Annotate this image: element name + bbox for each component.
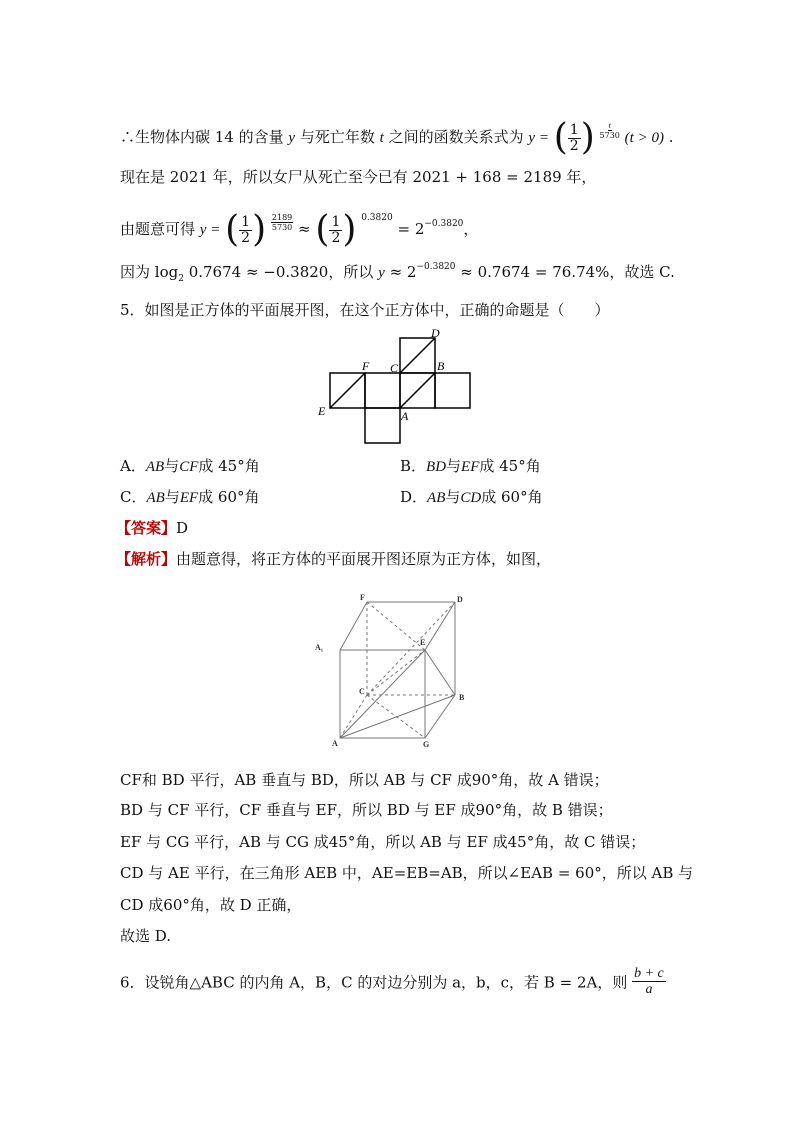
text: 6．设锐角△ABC 的内角 A，B，C 的对边分别为 a，b，c，若 B = 2A，则 <box>120 973 628 992</box>
option-d[interactable] <box>400 487 543 508</box>
reason-line <box>120 832 645 852</box>
equation-lhs: y = <box>528 130 549 146</box>
option-c[interactable] <box>120 487 260 508</box>
var-y: y <box>288 130 296 146</box>
text: 由题意可得 <box>120 220 196 238</box>
segment: AB <box>146 490 165 506</box>
net-label-b: B <box>437 359 445 373</box>
fraction-denominator: 2 <box>569 137 579 154</box>
condition: (t > 0) <box>624 130 664 146</box>
cube-label-f: F <box>360 593 365 602</box>
formula-line-1 <box>120 117 674 158</box>
text: . <box>668 128 674 146</box>
segment: CF <box>179 459 199 475</box>
text: 与 <box>446 457 462 475</box>
segment: AB <box>145 459 165 475</box>
segment: EF <box>461 459 480 475</box>
exponent: 2189 5730 <box>271 213 293 232</box>
text: 成 45°角 <box>198 457 260 475</box>
option-label: A． <box>120 457 146 475</box>
option-b[interactable] <box>400 456 541 477</box>
cube-label-e: E <box>420 638 426 647</box>
cube-label-g: G <box>423 740 430 749</box>
text: 与死亡年数 <box>299 128 375 146</box>
text: ≈ 2 <box>384 263 417 281</box>
segment: BD <box>426 459 447 475</box>
cube-label-a: A <box>332 739 338 748</box>
var-t: t <box>379 130 384 146</box>
approx-sign: ≈ <box>298 220 311 238</box>
exponent: −0.3820 <box>416 262 456 272</box>
segment: AB <box>427 490 446 506</box>
text: 与 <box>164 488 180 506</box>
option-label: D． <box>400 488 428 506</box>
answer-value: D <box>176 519 189 537</box>
reason-line <box>120 800 613 820</box>
text: 现在是 2021 年，所以女尸从死亡至今已有 2021 + 168 = 2189 年， <box>120 168 597 186</box>
reason-line <box>120 770 609 790</box>
option-label: B． <box>400 457 427 475</box>
analysis-line <box>116 549 551 569</box>
net-label-c: C <box>390 361 399 375</box>
text: CD 与 AE 平行，在三角形 AEB 中，AE=EB=AB，所以∠EAB = 60°，所以 AB 与 <box>120 864 694 882</box>
text: 与 <box>164 457 180 475</box>
text: 因为 log <box>120 263 179 281</box>
net-label-e: E <box>318 404 326 418</box>
formula-line-3: 由题意可得 y = ( $\frac{1}{2}$ ) $^{\frac{2189}{5730}}$ ≈ ( $\frac{1}{2}$ ) $^{0.3820} = 2^{-0.3820}$， <box>120 209 479 250</box>
answer-tag: 【答案】 <box>116 519 177 537</box>
text: 成 60°角 <box>481 488 543 506</box>
segment: EF <box>179 490 199 506</box>
cube-net-figure <box>310 325 490 450</box>
analysis-tag: 【解析】 <box>116 550 177 568</box>
cube-label-d: D <box>457 595 463 604</box>
net-label-a: A <box>401 409 409 423</box>
text: ≈ 0.7674 = 76.74%，故选 C. <box>455 263 675 281</box>
text-line-4 <box>120 262 675 289</box>
fraction-denominator: a <box>645 982 653 997</box>
text: ∴生物体内碳 14 的含量 <box>120 128 284 146</box>
exponent: t 5730 <box>599 121 620 140</box>
text: CF和 BD 平行，AB 垂直与 BD，所以 AB 与 CF 成90°角，故 A 错误； <box>120 771 609 789</box>
text: 成 60°角 <box>198 488 260 506</box>
exponent: −0.3820 <box>424 219 464 229</box>
text: 故选 D. <box>120 927 172 945</box>
text: 与 <box>445 488 461 506</box>
power-expression: ( $\frac{1}{2}$ ) <box>315 209 357 250</box>
analysis-text: 由题意得，将正方体的平面展开图还原为正方体，如图， <box>176 550 552 568</box>
var-y: y <box>378 265 385 281</box>
net-label-f: F <box>362 359 370 373</box>
power-expression: ( $\frac{1}{2}$ ) <box>553 117 595 158</box>
question-6-stem <box>120 968 666 999</box>
text: CD 成60°角，故 D 正确， <box>120 896 302 914</box>
text: 5．如图是正方体的平面展开图，在这个正方体中，正确的命题是（ ） <box>120 301 610 319</box>
text: = 2 <box>397 220 425 238</box>
fraction-numerator: 1 <box>569 121 579 138</box>
text: BD 与 CF 平行，CF 垂直与 EF，所以 BD 与 EF 成90°角，故 B 错误； <box>120 801 613 819</box>
net-label-d: D <box>431 326 440 340</box>
cube-label-a1: A₁ <box>315 643 324 652</box>
option-label: C． <box>120 488 147 506</box>
power-expression: ( $\frac{1}{2}$ ) <box>225 209 267 250</box>
text: EF 与 CG 平行，AB 与 CG 成45°角，所以 AB 与 EF 成45°角，故 C 错误； <box>120 833 646 851</box>
reason-line <box>120 863 693 883</box>
fraction-numerator: b + c <box>634 966 664 981</box>
cube-figure <box>310 590 480 750</box>
text-line-2 <box>120 167 596 187</box>
text: 成 45°角 <box>479 457 541 475</box>
question-5-stem <box>120 300 610 320</box>
text: 0.7674 ≈ −0.3820，所以 <box>183 263 374 281</box>
exponent: 0.3820 <box>361 213 393 223</box>
reason-line <box>120 895 301 915</box>
subscript: 2 <box>178 274 184 284</box>
answer-line <box>116 518 188 538</box>
option-a[interactable] <box>120 456 260 477</box>
text: 之间的函数关系式为 <box>388 128 524 146</box>
reason-line <box>120 926 171 946</box>
equation-lhs: y = <box>199 222 221 238</box>
cube-label-b: B <box>459 693 465 702</box>
fraction <box>632 966 666 997</box>
segment: CD <box>460 490 482 506</box>
cube-label-c: C <box>359 687 365 696</box>
